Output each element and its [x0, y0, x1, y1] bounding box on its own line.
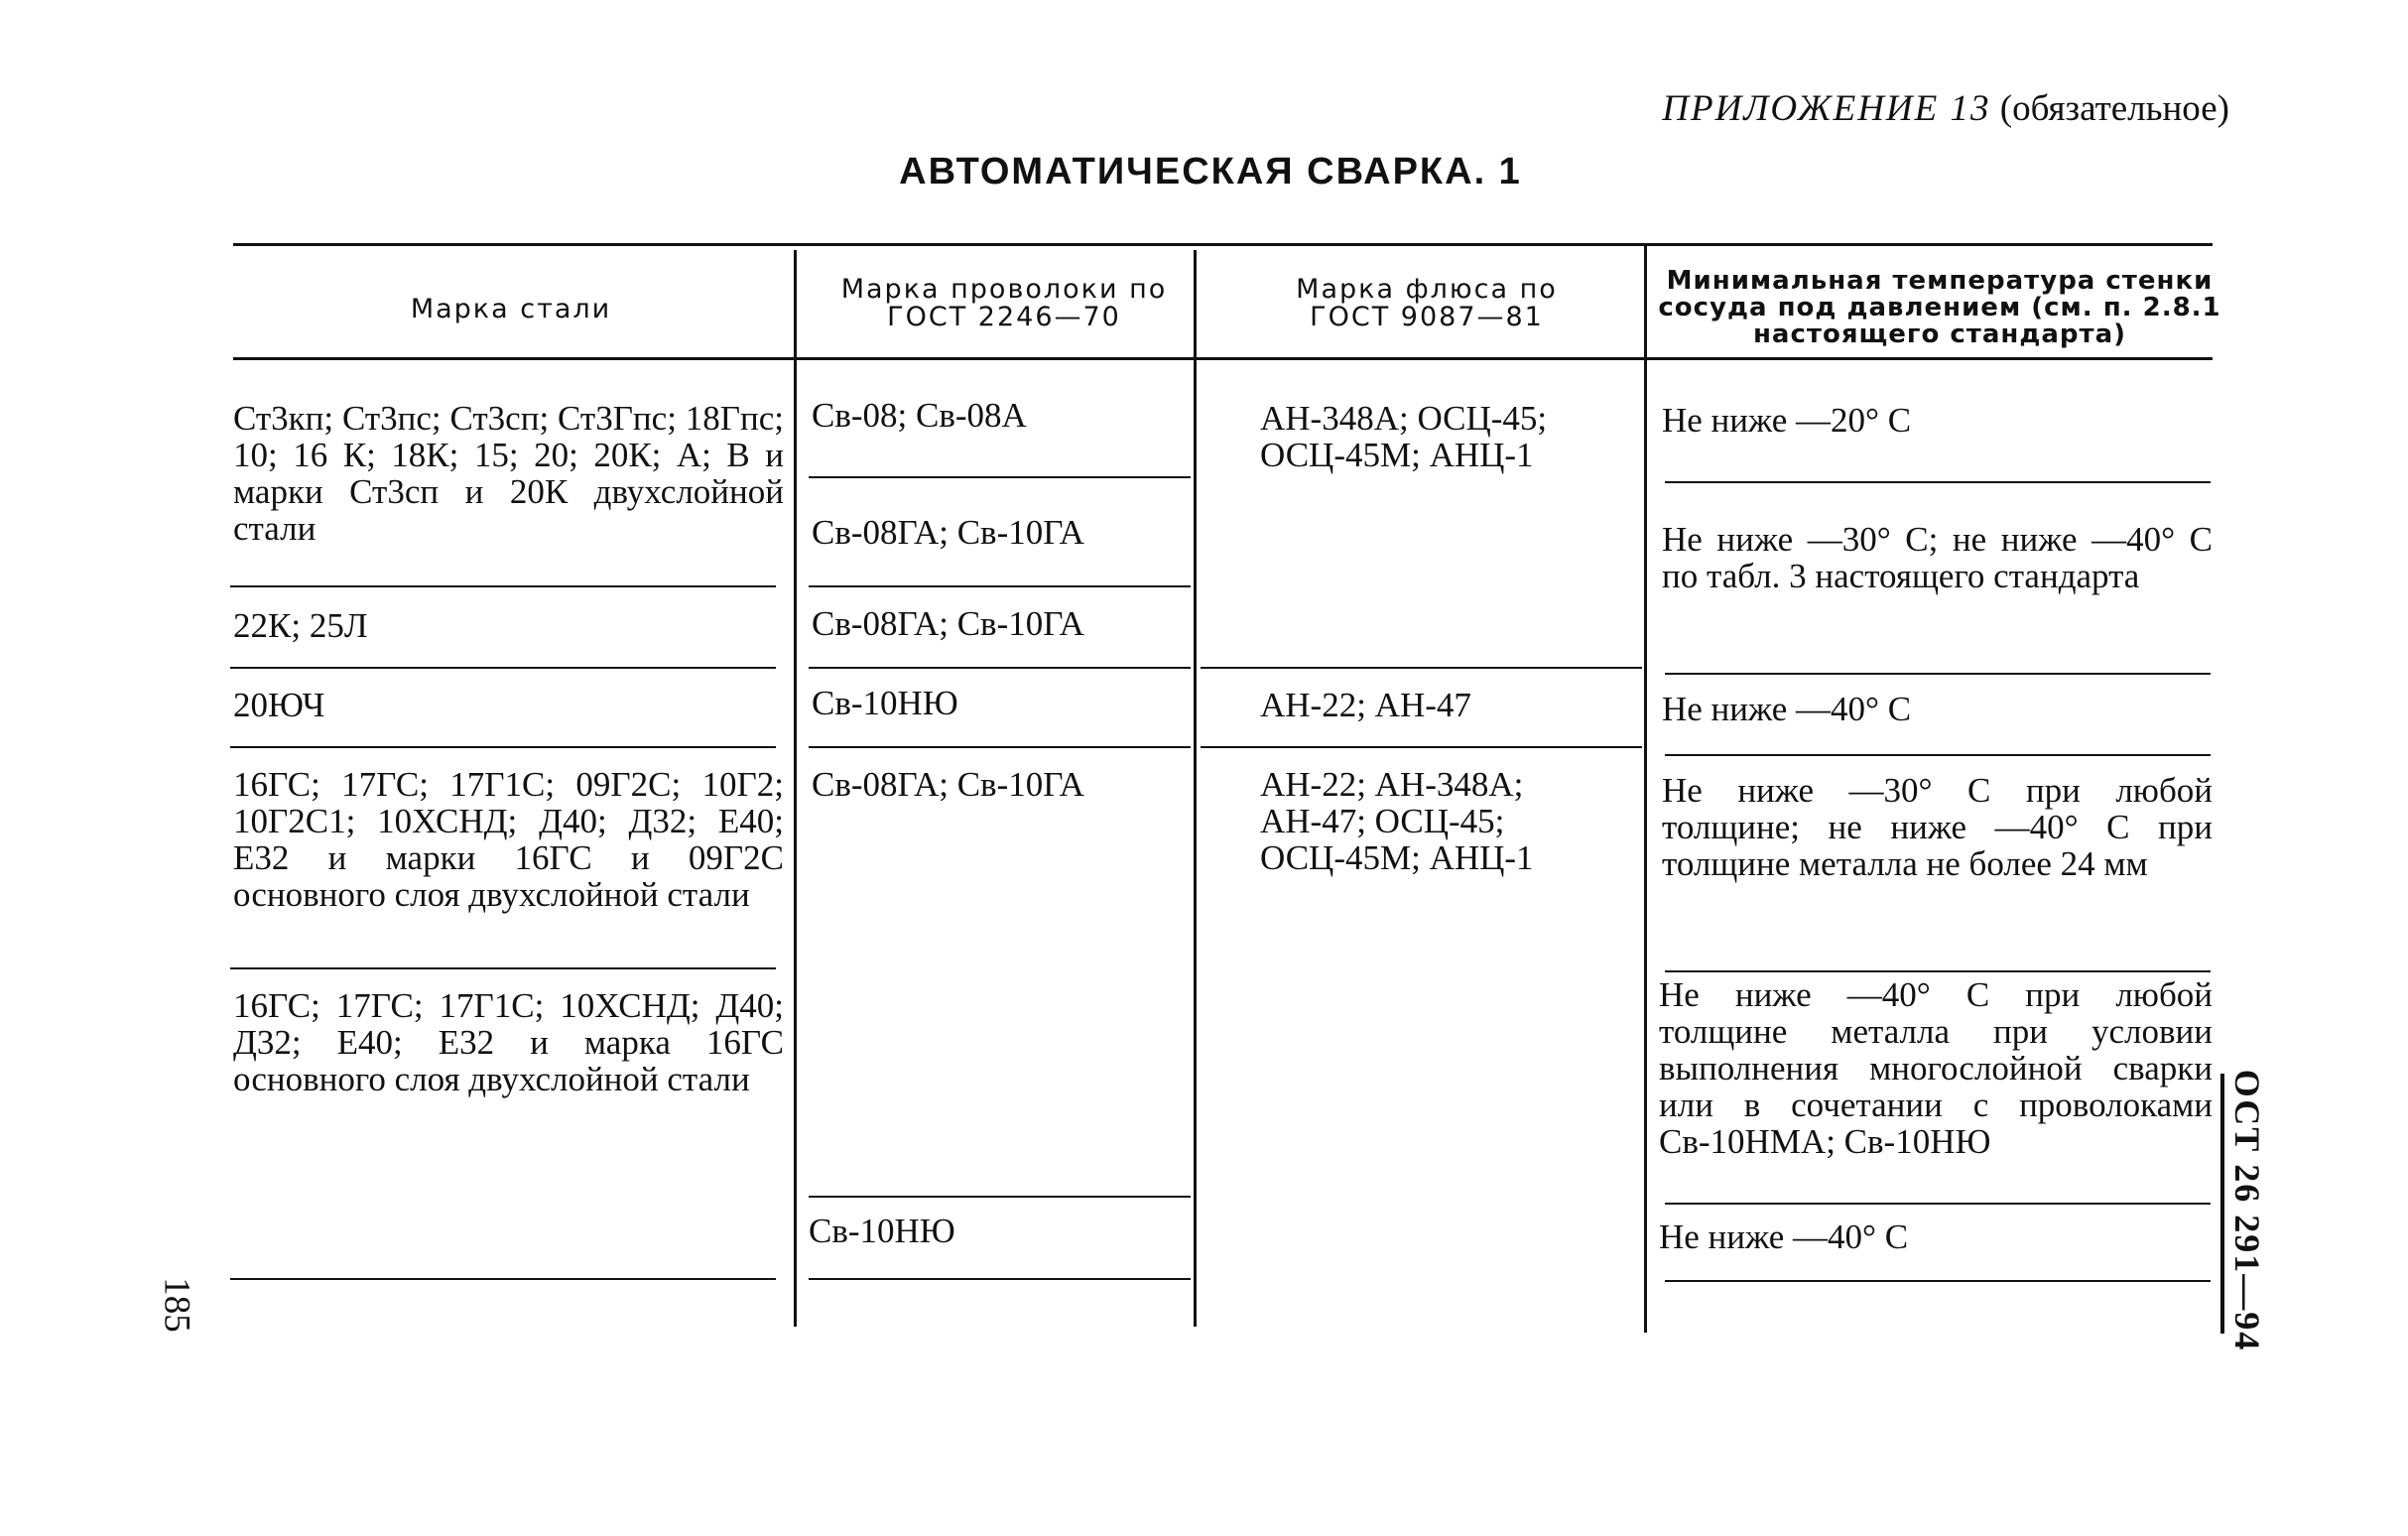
- row-rule: [809, 1278, 1191, 1280]
- temp-cell: Не ниже —30° С; не ниже —40° С по табл. 3 настоящего стандарта: [1662, 520, 2213, 595]
- steel-cell: Ст3кп; Ст3пс; Ст3сп; Ст3Гпс; 18Гпс; 10; 16 К; 18К; 15; 20; 20К; А; В и марки Ст3сп и 20К двухслойной стали: [233, 399, 784, 548]
- row-rule: [1665, 754, 2211, 756]
- standard-side-label-text: ОСТ 26 291—94: [2227, 1069, 2267, 1352]
- wire-cell: Св-08ГА; Св-10ГА: [812, 765, 1084, 804]
- row-rule: [1201, 746, 1642, 748]
- page-title: АВТОМАТИЧЕСКАЯ СВАРКА. 1: [899, 151, 1522, 192]
- column-divider: [1644, 246, 1647, 1333]
- appendix-heading: [1662, 87, 2229, 130]
- row-rule: [1201, 667, 1642, 669]
- header-wire-grade: Марка проволоки по ГОСТ 2246—70: [840, 274, 1168, 332]
- temp-cell: Не ниже —40° С при любой толщине металла при условии выполнения многослойной сварки или в сочетании с проволоками Св-10НМА; Св-10НЮ: [1659, 975, 2213, 1161]
- row-rule: [809, 746, 1191, 748]
- wire-cell: Св-10НЮ: [812, 684, 958, 722]
- header-bottom-rule: [233, 357, 2213, 360]
- row-rule: [230, 1278, 776, 1280]
- steel-cell: 20ЮЧ: [233, 686, 325, 724]
- flux-cell: АН-22; АН-47: [1260, 686, 1471, 724]
- row-rule: [1665, 1280, 2211, 1282]
- steel-cell: 16ГС; 17ГС; 17Г1С; 09Г2С; 10Г2; 10Г2С1; 10ХСНД; Д40; Д32; Е40; Е32 и марки 16ГС и 09Г2С основного слоя двухслойной стали: [233, 765, 784, 914]
- header-steel-grade: Марка стали: [410, 294, 612, 324]
- page-number-text: 185: [156, 1277, 197, 1333]
- row-rule: [809, 476, 1191, 478]
- row-rule: [1665, 481, 2211, 483]
- wire-cell: Св-08ГА; Св-10ГА: [812, 513, 1084, 552]
- header-flux-grade: Марка флюса по ГОСТ 9087—81: [1296, 274, 1558, 332]
- row-rule: [809, 667, 1191, 669]
- temp-cell: Не ниже —40° С: [1659, 1217, 1909, 1256]
- wire-cell: Св-10НЮ: [809, 1212, 955, 1250]
- row-rule: [230, 585, 776, 587]
- page-number: [147, 1277, 206, 1333]
- flux-cell: АН-22; АН-348А; АН-47; ОСЦ-45; ОСЦ-45М; АНЦ-1: [1260, 765, 1534, 877]
- flux-cell: АН-348А; ОСЦ-45; ОСЦ-45М; АНЦ-1: [1260, 399, 1548, 474]
- row-rule: [1665, 970, 2211, 972]
- row-rule: [230, 967, 776, 969]
- steel-cell: 22К; 25Л: [233, 606, 368, 645]
- column-divider: [794, 250, 797, 1327]
- temp-cell: Не ниже —30° С при любой толщине; не ниже —40° С при толщине металла не более 24 мм: [1662, 771, 2213, 883]
- table-top-rule: [233, 243, 2213, 246]
- standard-side-label: [2213, 1069, 2282, 1352]
- column-divider: [1194, 250, 1197, 1327]
- row-rule: [1665, 1203, 2211, 1205]
- wire-cell: Св-08; Св-08А: [812, 396, 1027, 435]
- row-rule: [230, 746, 776, 748]
- temp-cell: Не ниже —20° С: [1662, 401, 1912, 440]
- appendix-label: ПРИЛОЖЕНИЕ 13: [1662, 88, 1991, 129]
- steel-cell: 16ГС; 17ГС; 17Г1С; 10ХСНД; Д40; Д32; Е40; Е32 и марка 16ГС основного слоя двухслойной стали: [233, 986, 784, 1098]
- row-rule: [809, 1196, 1191, 1198]
- temp-cell: Не ниже —40° С: [1662, 690, 1912, 728]
- header-min-temperature: Минимальная температура стенки сосуда под давлением (см. п. 2.8.1 настоящего стандарта): [1658, 266, 2221, 349]
- row-rule: [1665, 673, 2211, 675]
- row-rule: [809, 585, 1191, 587]
- row-rule: [230, 667, 776, 669]
- appendix-note: (обязательное): [1999, 88, 2229, 129]
- wire-cell: Св-08ГА; Св-10ГА: [812, 604, 1084, 643]
